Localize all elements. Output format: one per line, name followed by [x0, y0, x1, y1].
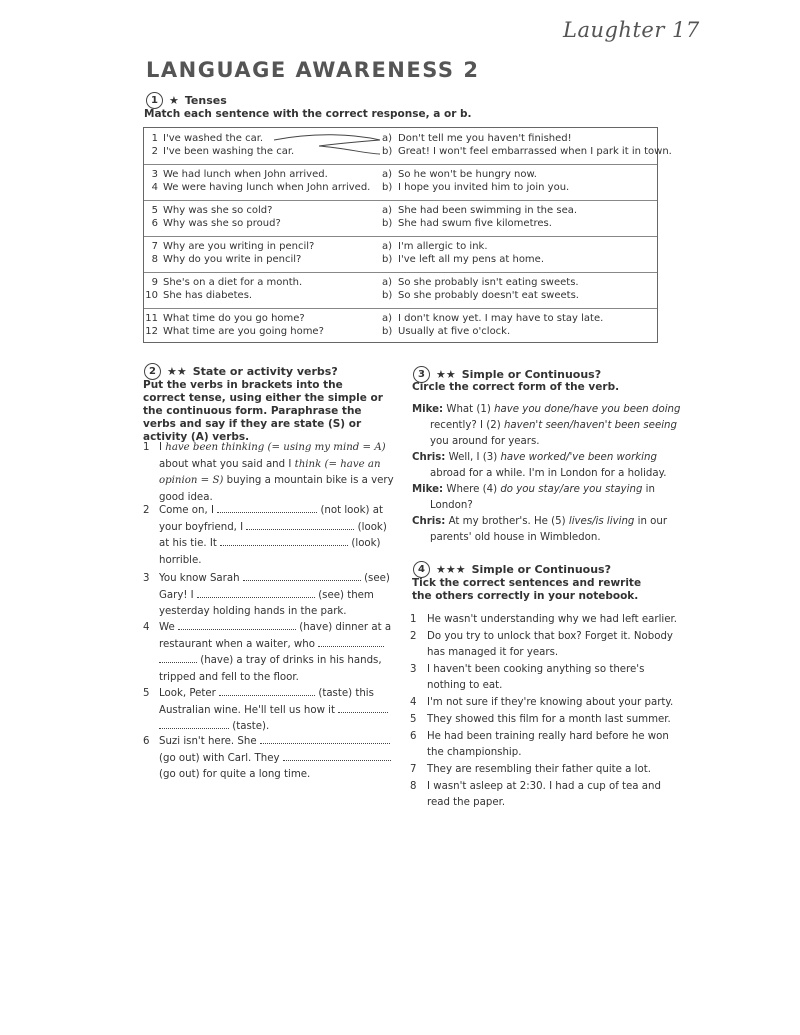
ex1-response [382, 218, 552, 229]
ex2-text: (not look) at [320, 505, 383, 516]
ex4-item-number: 7 [410, 764, 417, 775]
ex1-sentence-number: 6 [151, 218, 158, 229]
ex4-title: Simple or Continuous? [471, 563, 611, 576]
ex4-item-text: He wasn't understanding why we had left earlier. [427, 614, 677, 625]
ex2-text: think (= have an [294, 458, 381, 470]
ex1-response [382, 205, 577, 216]
ex1-response [382, 182, 569, 193]
ex1-sentence-number: 5 [151, 205, 158, 216]
ex1-row [144, 164, 657, 201]
ex2-item-body [159, 734, 388, 784]
ex2-line [159, 473, 394, 490]
ex2-text: restaurant when a waiter, who [159, 638, 315, 650]
ex2-text: Australian wine. He'll tell us how it [159, 704, 335, 716]
ex3-text: Where (4) [446, 484, 501, 495]
ex3-number: 3 [413, 366, 430, 383]
ex3-text: in our [634, 516, 668, 527]
ex2-text: Come on, I [159, 505, 214, 516]
ex1-option-letter: a) [382, 241, 393, 252]
ex1-sentence-number: 7 [151, 241, 158, 252]
ex2-text: (taste) this [318, 688, 374, 699]
ex1-row [144, 272, 657, 309]
ex2-instruction: Put the verbs in brackets into the correct tense, using either the simple or the continuous form. Paraphrase the verbs and say if they are state (S) or activity (A) verbs. [143, 379, 383, 443]
ex4-item [410, 629, 675, 661]
ex4-item-text: Do you try to unlock that box? Forget it. Nobody [427, 631, 673, 642]
ex4-item [410, 612, 675, 628]
ex1-sentence [144, 169, 328, 180]
ex1-option-letter: b) [382, 182, 393, 193]
ex4-item-text: They are resembling their father quite a lot. [427, 764, 651, 775]
ex1-sentence-number: 2 [151, 146, 158, 157]
ex1-sentence-number: 12 [145, 326, 158, 337]
ex4-item-text: I'm not sure if they're knowing about your party. [427, 697, 674, 708]
ex1-response [382, 241, 488, 252]
ex1-sentence [144, 205, 272, 216]
ex3-dialog-line [412, 514, 667, 530]
ex1-response-text: I don't know yet. I may have to stay late. [398, 313, 604, 324]
ex1-row [144, 200, 657, 237]
ex1-sentence-text: She's on a diet for a month. [163, 277, 303, 288]
ex4-item-number: 8 [410, 781, 417, 792]
ex3-choice[interactable]: lives/is living [568, 516, 635, 527]
ex1-option-letter: b) [382, 146, 393, 157]
ex4-item-number: 3 [410, 664, 417, 675]
ex1-sentence [144, 133, 263, 144]
ex4-item [410, 779, 675, 811]
ex1-sentence-number: 11 [145, 313, 158, 324]
ex1-sentence-text: What time are you going home? [163, 326, 324, 337]
ex4-item-text: has managed it for years. [427, 647, 559, 658]
ex1-option-letter: a) [382, 133, 393, 144]
ex2-items [143, 440, 394, 790]
ex2-item-body [159, 686, 388, 736]
ex1-row [144, 128, 672, 165]
ex2-text: good idea. [159, 491, 213, 503]
ex2-text: (look) [351, 538, 381, 549]
ex1-sentence-number: 3 [151, 169, 158, 180]
ex1-sentence-text: Why was she so proud? [163, 218, 281, 229]
ex1-response-text: I'm allergic to ink. [398, 241, 488, 252]
ex4-item-text: the championship. [427, 747, 522, 758]
ex4-item [410, 695, 675, 711]
ex3-text: you around for years. [430, 436, 540, 447]
ex2-line [159, 751, 388, 768]
ex4-item [410, 712, 675, 728]
ex4-items [410, 612, 675, 812]
ex4-item-text: They showed this film for a month last summer. [427, 714, 671, 725]
ex1-option-letter: a) [382, 313, 393, 324]
ex1-response [382, 290, 579, 301]
answer-blank[interactable] [197, 588, 315, 598]
ex3-text: At my brother's. He (5) [448, 516, 569, 527]
ex1-sentence-text: I've been washing the car. [163, 146, 295, 157]
ex4-item-text: I haven't been cooking anything so there's [427, 664, 645, 675]
ex1-sentence-text: I've washed the car. [163, 133, 264, 144]
ex2-line [159, 604, 388, 621]
ex2-item-body [159, 620, 392, 686]
ex2-line [159, 503, 388, 520]
ex2-text: Suzi isn't here. She [159, 736, 257, 747]
ex3-dialog-line [412, 418, 677, 434]
ex3-dialog-line [412, 402, 681, 418]
ex1-sentence-text: What time do you go home? [163, 313, 305, 324]
ex2-line [159, 637, 388, 654]
ex1-response-text: Great! I won't feel embarrassed when I park it in town. [398, 146, 672, 157]
ex2-text: (go out) with Carl. They [159, 752, 280, 764]
ex2-line [159, 653, 388, 670]
ex1-sentence-text: We had lunch when John arrived. [163, 169, 328, 180]
ex2-text: at his tie. It [159, 538, 217, 549]
ex4-instruction: Tick the correct sentences and rewrite the others correctly in your notebook. [412, 577, 642, 602]
ex2-heading [144, 363, 338, 380]
answer-blank[interactable] [219, 686, 315, 696]
ex4-item-text: He had been training really hard before he won [427, 731, 669, 742]
ex1-sentence [144, 218, 281, 229]
ex2-line [159, 571, 388, 588]
ex2-item [143, 440, 394, 506]
ex2-text: I [159, 442, 163, 453]
ex3-text: London? [430, 500, 473, 511]
ex1-sentence [144, 254, 301, 265]
ex1-sentence [144, 277, 302, 288]
ex4-item-text: I wasn't asleep at 2:30. I had a cup of tea and [427, 781, 661, 792]
ex2-text: have been thinking (= using my mind = A) [165, 442, 386, 453]
ex2-text: yesterday holding hands in the park. [159, 606, 347, 617]
ex3-choice[interactable]: haven't seen/haven't been seeing [503, 420, 677, 431]
answer-blank[interactable] [260, 734, 390, 744]
ex1-number: 1 [146, 92, 163, 109]
ex1-sentence-number: 1 [151, 133, 158, 144]
ex1-sentence-text: Why was she so cold? [163, 205, 273, 216]
ex2-line [159, 457, 388, 474]
ex3-speaker: Chris: [412, 452, 446, 463]
ex1-stars: ★ [169, 94, 179, 107]
ex3-choice[interactable]: have you done/have you been doing [494, 404, 681, 415]
ex2-line [159, 536, 388, 553]
ex2-text: buying a mountain bike is a very [226, 475, 394, 486]
ex2-text: your boyfriend, I [159, 521, 244, 533]
ex3-speaker: Mike: [412, 404, 444, 415]
chapter-header: Laughter 17 [563, 18, 700, 42]
ex3-dialog-line [412, 434, 667, 450]
ex4-heading [413, 561, 611, 578]
ex2-item [143, 620, 392, 686]
ex1-response [382, 277, 579, 288]
ex1-heading [146, 92, 227, 109]
ex2-item [143, 503, 388, 569]
ex3-choice[interactable]: do you stay/are you staying [500, 484, 643, 495]
ex2-number: 2 [144, 363, 161, 380]
ex1-response-text: So he won't be hungry now. [398, 169, 537, 180]
ex2-item-number: 3 [143, 573, 150, 584]
ex1-instruction: Match each sentence with the correct response, a or b. [144, 108, 472, 120]
answer-blank[interactable] [159, 719, 229, 729]
ex2-item-number: 2 [143, 505, 150, 516]
ex1-response-text: I hope you invited him to join you. [398, 182, 570, 193]
ex2-text: opinion = S) [159, 475, 224, 486]
ex2-item-body [159, 440, 394, 506]
ex2-line [159, 686, 388, 703]
ex3-stars: ★★ [436, 368, 456, 381]
ex2-line [159, 440, 388, 457]
ex1-sentence [144, 290, 252, 301]
ex1-sentence [144, 313, 305, 324]
ex1-title: Tenses [184, 94, 227, 107]
ex4-stars: ★★★ [436, 563, 466, 576]
ex2-title: State or activity verbs? [192, 365, 338, 378]
ex1-sentence-text: She has diabetes. [163, 290, 253, 301]
ex2-line [159, 553, 388, 570]
answer-blank[interactable] [217, 503, 317, 513]
ex1-response [382, 169, 537, 180]
ex1-response-text: So she probably doesn't eat sweets. [398, 290, 579, 301]
ex3-text: in [642, 484, 655, 495]
ex2-line [159, 703, 388, 720]
ex2-text: (have) dinner at a [299, 622, 392, 633]
answer-blank[interactable] [220, 536, 348, 546]
ex1-response [382, 146, 672, 157]
ex3-text: What (1) [446, 404, 495, 415]
ex3-dialog-line [412, 530, 667, 546]
ex1-sentence-text: Why are you writing in pencil? [163, 241, 315, 252]
answer-blank[interactable] [283, 751, 391, 761]
ex2-text: (taste). [232, 721, 270, 732]
ex1-response-text: Usually at five o'clock. [398, 326, 511, 337]
ex3-dialog-line [412, 466, 667, 482]
answer-blank[interactable] [178, 620, 296, 630]
ex1-sentence-number: 8 [151, 254, 158, 265]
ex2-text: We [159, 622, 175, 633]
ex3-text: abroad for a while. I'm in London for a holiday. [430, 468, 667, 479]
ex1-response-text: So she probably isn't eating sweets. [398, 277, 579, 288]
ex4-item [410, 662, 675, 694]
ex1-option-letter: b) [382, 218, 393, 229]
ex4-item-text: nothing to eat. [427, 680, 503, 691]
ex2-line [159, 620, 392, 637]
ex2-line [159, 588, 388, 605]
ex4-item-text: read the paper. [427, 797, 506, 808]
answer-blank[interactable] [338, 703, 388, 713]
ex2-text: (have) a tray of drinks in his hands, [200, 655, 382, 666]
ex4-item-number: 2 [410, 631, 417, 642]
ex4-item-number: 4 [410, 697, 417, 708]
ex1-sentence-text: Why do you write in pencil? [163, 254, 302, 265]
ex2-item-number: 6 [143, 736, 150, 747]
ex1-option-letter: a) [382, 169, 393, 180]
ex1-sentence [144, 326, 324, 337]
ex2-text: Look, Peter [159, 688, 216, 699]
ex1-response-text: She had swum five kilometres. [398, 218, 552, 229]
ex2-item [143, 686, 388, 736]
ex2-text: Gary! I [159, 589, 194, 601]
ex2-text: about what you said and I [159, 458, 292, 470]
ex2-text: (see) them [318, 589, 374, 601]
answer-blank[interactable] [318, 637, 384, 647]
ex1-response [382, 254, 544, 265]
ex1-response [382, 133, 572, 144]
ex2-text: (go out) for quite a long time. [159, 769, 311, 780]
ex1-sentence-number: 4 [151, 182, 158, 193]
ex1-option-letter: a) [382, 277, 393, 288]
ex3-dialog-line [412, 482, 667, 498]
ex3-instruction: Circle the correct form of the verb. [412, 381, 620, 393]
answer-blank[interactable] [243, 571, 361, 581]
ex4-item-number: 5 [410, 714, 417, 725]
ex2-item-body [159, 503, 388, 569]
ex2-text: You know Sarah [159, 573, 240, 584]
answer-blank[interactable] [246, 520, 354, 530]
ex2-text: tripped and fell to the floor. [159, 671, 299, 683]
ex2-item [143, 734, 388, 784]
ex4-item [410, 762, 675, 778]
ex4-item-number: 1 [410, 614, 417, 625]
ex1-option-letter: b) [382, 290, 393, 301]
ex3-speaker: Mike: [412, 484, 444, 495]
ex1-option-letter: a) [382, 205, 393, 216]
ex1-sentence-number: 9 [151, 277, 158, 288]
ex1-response-text: I've left all my pens at home. [398, 254, 545, 265]
ex2-line [159, 767, 388, 784]
ex2-line [159, 520, 388, 537]
ex1-option-letter: b) [382, 326, 393, 337]
ex1-sentence [144, 241, 314, 252]
ex3-dialog [412, 402, 681, 546]
ex1-match-table [143, 127, 672, 343]
ex3-text: Well, I (3) [448, 452, 501, 463]
ex1-response [382, 313, 603, 324]
ex3-title: Simple or Continuous? [461, 368, 602, 381]
ex3-text: recently? I (2) [430, 420, 504, 431]
ex1-response [382, 326, 510, 337]
ex2-text: (see) [364, 573, 390, 584]
ex4-item [410, 729, 675, 761]
ex1-sentence [144, 182, 370, 193]
ex2-line [159, 734, 388, 751]
ex3-dialog-line [412, 498, 667, 514]
ex2-line [159, 670, 388, 687]
ex1-row [144, 236, 657, 273]
ex2-item-number: 5 [143, 688, 150, 699]
ex3-dialog-line [412, 450, 667, 466]
answer-blank[interactable] [159, 653, 197, 663]
ex2-item-number: 4 [143, 622, 150, 633]
ex1-row [144, 308, 657, 344]
ex1-sentence-text: We were having lunch when John arrived. [163, 182, 371, 193]
page-title: LANGUAGE AWARENESS 2 [146, 58, 480, 82]
ex2-text: (look) [357, 521, 387, 533]
ex2-text: horrible. [159, 554, 202, 566]
ex2-item-number: 1 [143, 442, 150, 453]
ex3-speaker: Chris: [412, 516, 446, 527]
ex1-option-letter: b) [382, 254, 393, 265]
ex1-response-text: She had been swimming in the sea. [398, 205, 578, 216]
ex4-number: 4 [413, 561, 430, 578]
ex2-item [143, 571, 388, 621]
ex1-sentence-number: 10 [145, 290, 158, 301]
ex1-response-text: Don't tell me you haven't finished! [398, 133, 572, 144]
ex2-item-body [159, 571, 388, 621]
ex3-choice[interactable]: have worked/'ve been working [500, 452, 657, 463]
ex4-item-number: 6 [410, 731, 417, 742]
ex3-text: parents' old house in Wimbledon. [430, 532, 601, 543]
ex2-stars: ★★ [167, 365, 187, 378]
ex1-sentence [144, 146, 294, 157]
